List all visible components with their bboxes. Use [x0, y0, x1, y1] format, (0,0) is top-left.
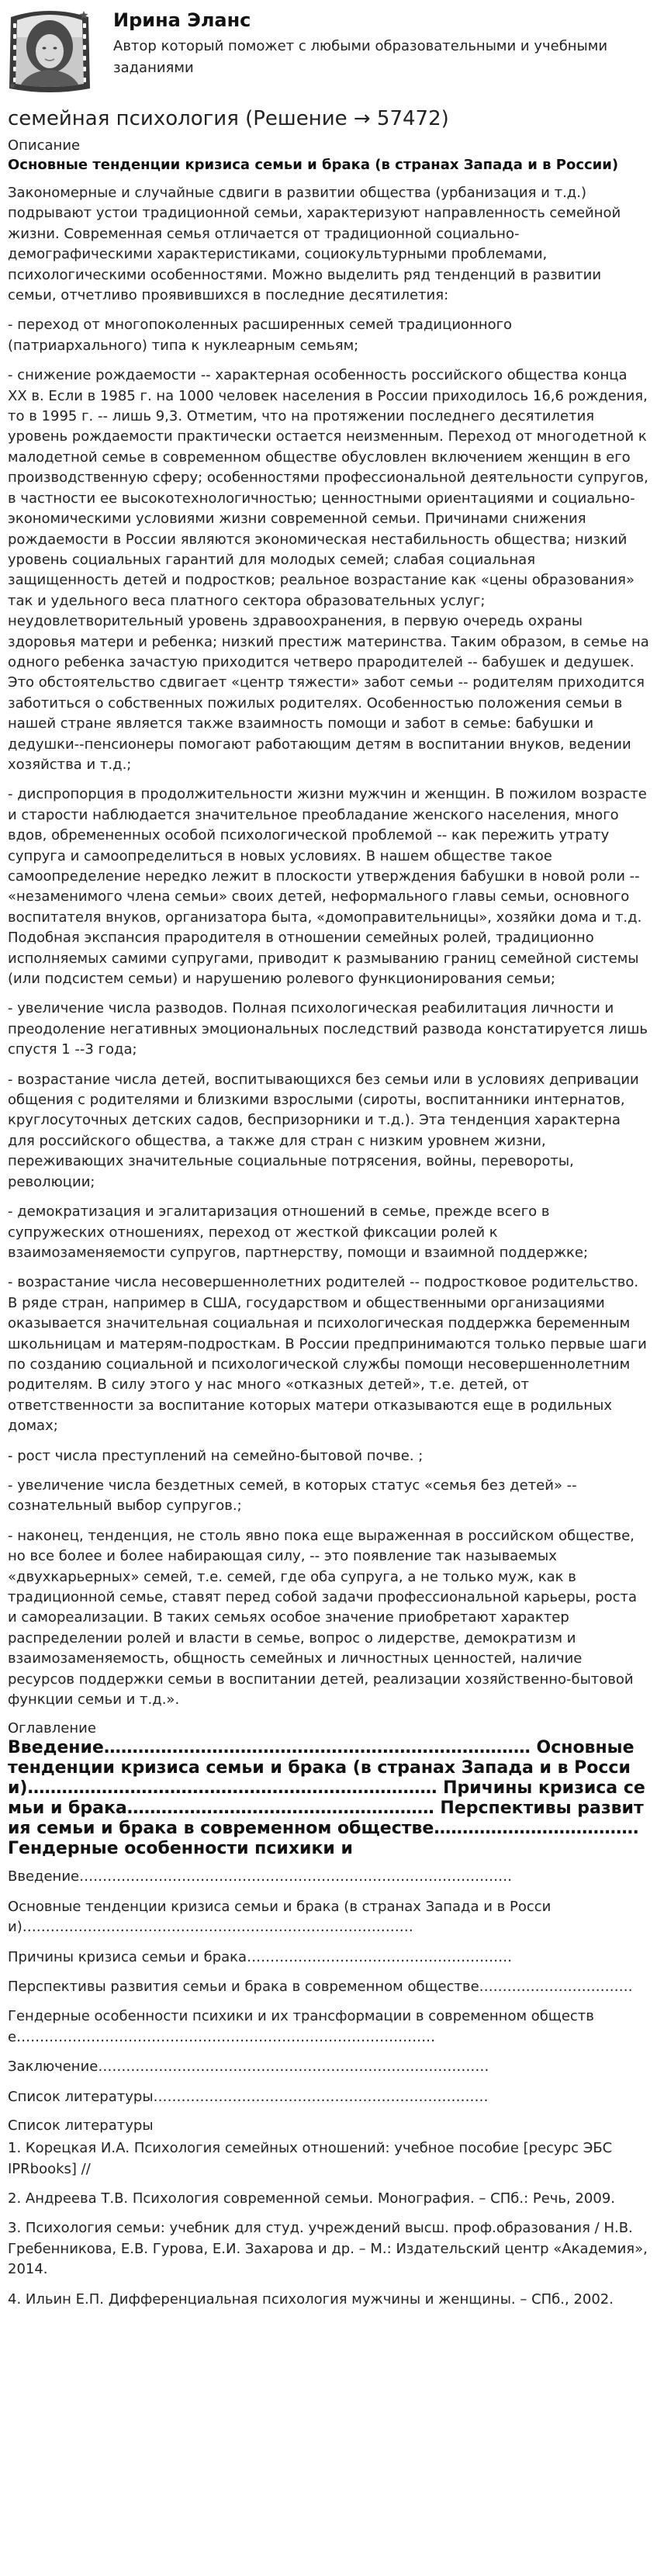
author-avatar[interactable] [6, 6, 93, 93]
main-content [0, 95, 657, 2310]
toc-item: Заключение………………………………………………………………………… [8, 2058, 489, 2076]
author-name[interactable]: Ирина Эланс [113, 9, 251, 31]
literature-item: 1. Корецкая И.А. Психология семейных отношений: учебное пособие [ресурс ЭБС IPRbooks] // [8, 2140, 613, 2177]
paragraph: - возрастание числа детей, воспитывающихся без семьи или в условиях депривации общения с родителями и близкими взрослыми (сироты, воспитанники интернатов, круглосуточных детских садов, беспризорники и т.д.). Эта тенденция характерна для российского общества, а также для стран с низким уровнем жизни, переживающих значительные социальные потрясения, войны, перевороты, революции; [8, 1071, 639, 1190]
literature-item: 2. Андреева Т.В. Психология современной семьи. Монография. – СПб.: Речь, 2009. [8, 2190, 615, 2207]
literature-item: 3. Психология семьи: учебник для студ. учреждений высш. проф.образования / Н.В. Гребенникова, Е.В. Гурова, Е.И. Захарова и др. – М.: Издательский центр «Академия», 2014. [8, 2220, 648, 2278]
toc-item: Введение………………………………………………………………………………… [8, 1868, 513, 1885]
description-title: Основные тенденции кризиса семьи и брака (в странах Запада и в России) [8, 157, 619, 173]
author-info [93, 6, 625, 79]
toc-item: Причины кризиса семьи и брака………………………………………………… [8, 1948, 513, 1965]
toc-item: Список литературы……………………………………………………………… [8, 2088, 489, 2105]
paragraph: - переход от многопоколенных расширенных семей традиционного (патриархального) типа к нуклеарным семьям; [8, 317, 513, 354]
literature-list [8, 2138, 649, 2310]
paragraph: - диспропорция в продолжительности жизни мужчин и женщин. В пожилом возрасте и старости наблюдается значительное преобладание женского населения, много вдов, обремененных особой психологической проблемой -- как пережить утрату супруга и самоопределиться в новых условиях. В нашем обществе такое самоопределение нередко лежит в плоскости утверждения бабушки в новой роли -- «незаменимого члена семьи» своих детей, неформального главы семьи, основного воспитателя внуков, организатора быта, «домоправительницы», хозяйки дома и т.д. Подобная экспансия прародителя в отношении семейных ролей, традиционно исполняемых самими супругами, приводит к размыванию границ семейной системы (или подсистем семьи) и нарушению ролевого функционирования семьи; [8, 786, 647, 988]
toc-item: Гендерные особенности психики и их трансформации в современном обществе……………………………………………………………………………… [8, 2008, 594, 2045]
paragraph: - наконец, тенденция, не столь явно пока еще выраженная в российском обществе, но все более и более набирающая силу, -- это появление так называемых «двухкарьерных» семей, т.е. семей, где оба супруга, а не только муж, как в традиционной семье, ставят перед собой задачи профессиональной карьеры, роста и самореализации. В таких семьях особое значение приобретают характер распределении ролей и власти в семье, вопрос о лидерстве, демократизм и взаимозаменяемость, общность семейных и личностных ценностей, наличие ресурсов поддержки семьи в воспитании детей, реализации хозяйственно-бытовой функции семьи и т.д.». [8, 1527, 638, 1709]
paragraph: Закономерные и случайные сдвиги в развитии общества (урбанизация и т.д.) подрывают устои традиционной семьи, характеризуют направленность семейной жизни. Современная семья отличается от традиционной социально-демографическими характеристиками, социокультурными проблемами, психологическими особенностями. Можно выделить ряд тенденций в развитии семьи, отчетливо проявившихся в последние десятилетия: [8, 185, 621, 304]
avatar-image-icon [6, 6, 93, 93]
description-body [8, 183, 649, 1710]
paragraph: - увеличение числа бездетных семей, в которых статус «семья без детей» -- сознательный выбор супругов.; [8, 1477, 577, 1515]
literature-item: 4. Ильин Е.П. Дифференциальная психология мужчины и женщины. – СПб., 2002. [8, 2290, 614, 2308]
paragraph: - возрастание числа несовершеннолетних родителей -- подростковое родительство. В ряде стран, например в США, государством и общественными организациями оказывается значительная социальная и психологическая поддержка беременным школьницам и матерям-подросткам. В России предпринимаются только первые шаги по созданию социальной и психологической службы помощи несовершеннолетним родителям. В силу этого у нас много «отказных детей», т.е. детей, от ответственности за воспитание которых матери отказываются еще в родильных домах; [8, 1274, 647, 1435]
paragraph: - рост числа преступлений на семейно-бытовой почве. ; [8, 1447, 424, 1464]
toc-item: Перспективы развития семьи и брака в современном обществе…………………………… [8, 1979, 633, 1996]
literature-label: Список литературы [8, 2117, 154, 2135]
toc-bold-block: Введение………………………………………………………………… Основные тенденции кризиса семьи и брака (в странах Запада и в России)……………………………………………………………… Причины кризиса семьи и брака……………………………………………… Перспективы развития семьи и брака в современном обществе……………………………… Гендерные особенности психики и [8, 1738, 645, 1859]
paragraph: - демократизация и эгалитаризация отношений в семье, прежде всего в супружеских отношениях, переход от жесткой фиксации ролей к взаимозаменяемости супругов, партнерству, помощи и взаимной поддержке; [8, 1203, 589, 1261]
author-description: Автор который поможет с любыми образовательными и учебными заданиями [113, 38, 608, 76]
toc-item: Основные тенденции кризиса семьи и брака (в странах Запада и в России)………………………………………………………………………… [8, 1898, 552, 1936]
toc-list [8, 1867, 649, 2107]
toc-label: Оглавление [8, 1720, 96, 1737]
page-title: семейная психология (Решение → 57472) [8, 107, 449, 130]
author-header [0, 0, 657, 95]
paragraph: - увеличение числа разводов. Полная психологическая реабилитация личности и преодоление негативных эмоциональных последствий развода констатируется лишь спустя 1 --3 года; [8, 1000, 648, 1058]
paragraph: - снижение рождаемости -- характерная особенность российского общества конца XX в. Если в 1985 г. на 1000 человек населения в России приходилось 16,6 рождения, то в 1995 г. -- лишь 9,3. Отметим, что на протяжении последнего десятилетия уровень рождаемости практически остается неизменным. Переход от многодетной к малодетной семье в современном обществе обусловлен включением женщин в его производственную сферу; особенностями профессиональной деятельности супругов, в частности ее высокотехнологичностью; ценностными ориентациями и социально-экономическими условиями жизни современной семьи. Причинами снижения рождаемости в России являются экономическая нестабильность общества; низкий уровень социальных гарантий для молодых семей; слабая социальная защищенность детей и подростков; реальное возрастание как «цены образования» так и удельного веса платного сектора образовательных услуг; неудовлетворительный уровень здравоохранения, в первую очередь охраны здоровья матери и ребенка; низкий престиж материнства. Таким образом, в семье на одного ребенка зачастую приходится четверо прародителей -- бабушек и дедушек. Это обстоятельство сдвигает «центр тяжести» забот семьи -- родителям приходится заботиться о собственных пожилых родителях. Особенностью положения семьи в нашей стране является также взаимность помощи и забот в семье: бабушки и дедушки--пенсионеры помогают работающим детям в воспитании внуков, ведении хозяйства и т.д.; [8, 367, 649, 773]
description-label: Описание [8, 137, 81, 154]
